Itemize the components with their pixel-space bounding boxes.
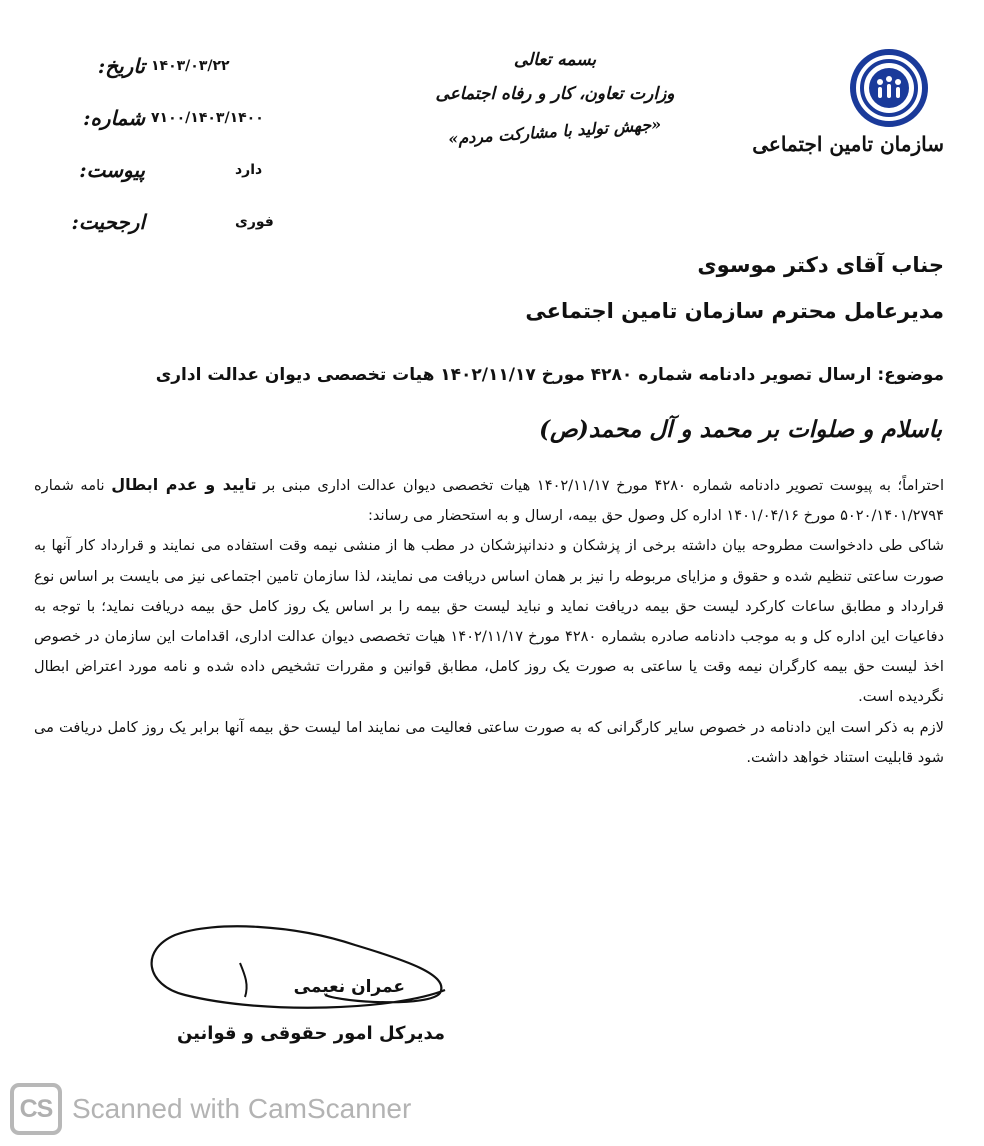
meta-number-row — [70, 106, 300, 158]
attachment-label: پیوست: — [79, 158, 145, 182]
number-value: ۷۱۰۰/۱۴۰۳/۱۴۰۰ — [151, 110, 264, 126]
meta-date-row — [70, 54, 300, 106]
body-p1-emphasis: تایید و عدم ابطال — [111, 475, 257, 494]
camscanner-watermark — [10, 1083, 411, 1135]
signatory-title: مدیرکل امور حقوقی و قوانین — [176, 1023, 445, 1044]
date-label: تاریخ: — [97, 54, 145, 78]
body-p1-intro: احتراماً؛ به پیوست تصویر دادنامه شماره ۴۲۸۰ مورخ ۱۴۰۲/۱۱/۱۷ هیات تخصصی دیوان عدالت اداری مبنی بر — [263, 477, 945, 494]
greeting: باسلام و صلوات بر محمد و آل محمد(ص) — [539, 416, 942, 443]
letter-meta — [70, 54, 300, 262]
org-logo — [752, 48, 944, 156]
attachment-value: دارد — [235, 162, 263, 178]
camscanner-text: Scanned with CamScanner — [72, 1093, 412, 1124]
number-label: شماره: — [83, 106, 145, 130]
signature-block — [145, 915, 465, 1065]
basmala: بسمه تعالی — [513, 50, 597, 70]
letter-body — [34, 470, 944, 773]
addressee — [244, 253, 944, 345]
org-name: سازمان تامین اجتماعی — [752, 132, 944, 156]
slogan: «جهش تولید با مشارکت مردم» — [447, 114, 663, 149]
camscanner-logo-icon: CS — [10, 1083, 62, 1135]
addressee-name: جناب آقای دکتر موسوی — [697, 253, 944, 277]
ministry-name: وزارت تعاون، کار و رفاه اجتماعی — [435, 84, 675, 104]
body-paragraph-2: شاکی طی دادخواست مطروحه بیان داشته برخی از پزشکان و دندانپزشکان در مطب ها از منشی نیمه وقت استفاده می نمایند و قرارداد کار آنها به صورت ساعتی تنظیم شده و حقوق و مزایای مربوطه را نیز بر همان اساس دریافت می نمایند، لذا سازمان تامین اجتماعی نیز می بایست بر اساس نوع قرارداد و مطابق ساعات کارکرد لیست حق بیمه دریافت نماید و نباید لیست حق بیمه را بر اساس یک روز کامل حق بیمه دریافت نماید؛ با توجه به دفاعیات این اداره کل و به موجب دادنامه صادره بشماره ۴۲۸۰ مورخ ۱۴۰۲/۱۱/۱۷ هیات تخصصی دیوان عدالت اداری، اقدامات این سازمان در خصوص اخذ لیست حق بیمه کارگران نیمه وقت یا ساعتی به صورت یک روز کامل، مطابق قوانین و مقررات تشخیص داده شده و نامه مورد اعتراض ابطال نگردیده است. — [34, 537, 944, 706]
social-security-emblem-icon — [849, 48, 929, 128]
handwritten-signature-icon — [145, 915, 465, 1025]
date-value: ۱۴۰۳/۰۳/۲۲ — [151, 58, 230, 74]
letterhead-center — [410, 50, 700, 149]
body-paragraph-1 — [34, 470, 944, 531]
signatory-name: عمران نعیمی — [293, 977, 405, 997]
letter-subject: موضوع: ارسال تصویر دادنامه شماره ۴۲۸۰ مورخ ۱۴۰۲/۱۱/۱۷ هیات تخصصی دیوان عدالت اداری — [155, 365, 944, 385]
meta-attachment-row — [70, 158, 300, 210]
body-p1-rest: نامه شماره ۵۰۲۰/۱۴۰۱/۲۷۹۴ مورخ ۱۴۰۱/۰۴/۱۶ اداره کل وصول حق بیمه، ارسال و به استحضار می رساند: — [34, 477, 944, 525]
urgency-label: ارجحیت: — [71, 210, 145, 234]
urgency-value: فوری — [235, 214, 274, 230]
addressee-title: مدیرعامل محترم سازمان تامین اجتماعی — [525, 299, 944, 323]
body-paragraph-3: لازم به ذکر است این دادنامه در خصوص سایر کارگرانی که به صورت ساعتی فعالیت می نمایند اما لیست حق بیمه آنها برابر یک روز کامل دریافت می شود قابلیت استناد خواهد داشت. — [34, 718, 944, 766]
